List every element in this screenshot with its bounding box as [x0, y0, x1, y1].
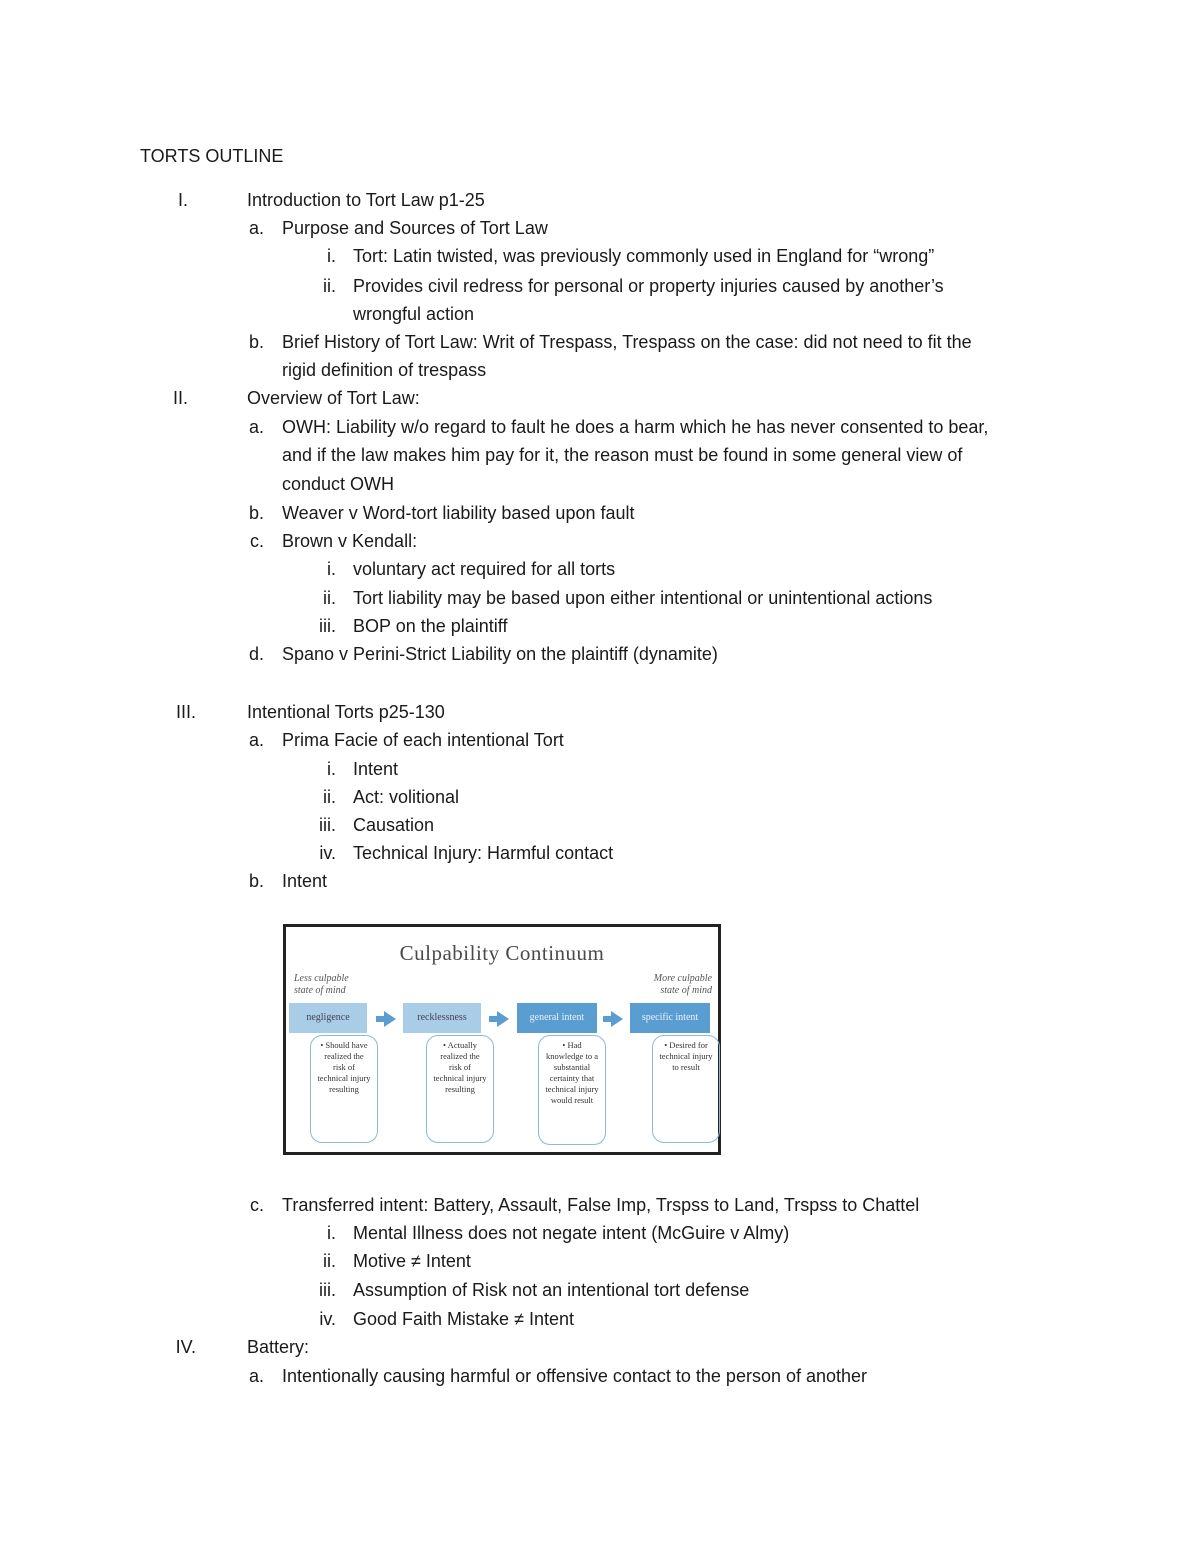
subitem-marker: ii. [323, 276, 336, 296]
subitem-marker: i. [327, 1223, 336, 1243]
more-culpable-label [654, 973, 712, 997]
list-item: Spano v Perini-Strict Liability on the plaintiff (dynamite) [282, 644, 718, 664]
list-subitem: Technical Injury: Harmful contact [353, 843, 614, 863]
list-subitem: Tort liability may be based upon either intentional or unintentional actions [353, 588, 933, 608]
list-item: Purpose and Sources of Tort Law [282, 218, 548, 238]
stage-negligence: negligence [289, 1003, 367, 1033]
section-marker: IV. [175, 1337, 196, 1357]
culpability-continuum-figure [283, 924, 721, 1155]
item-marker: a. [248, 730, 264, 750]
list-item: OWH: Liability w/o regard to fault he does a harm which he has never consented to bear, [282, 417, 989, 437]
list-item: Prima Facie of each intentional Tort [282, 730, 564, 750]
list-subitem: Assumption of Risk not an intentional tort defense [353, 1280, 750, 1300]
subitem-marker: iv. [319, 843, 336, 863]
item-marker: a. [248, 1366, 264, 1386]
list-item: Weaver v Word-tort liability based upon fault [282, 503, 635, 523]
item-marker: a. [248, 417, 264, 437]
item-marker: b. [248, 871, 264, 891]
list-subitem: Provides civil redress for personal or property injuries caused by another’s [353, 276, 944, 296]
item-marker: d. [248, 644, 264, 664]
arrow-right-icon [384, 1011, 396, 1027]
list-subitem: Tort: Latin twisted, was previously commonly used in England for “wrong” [353, 246, 935, 266]
list-item-continued: and if the law makes him pay for it, the reason must be found in some general view of [282, 445, 963, 465]
list-item-continued: rigid definition of trespass [282, 360, 487, 380]
stage-description-negligence: • Should have realized the risk of technical injury resulting [310, 1035, 378, 1143]
subitem-marker: iii. [319, 616, 336, 636]
subitem-marker: i. [327, 759, 336, 779]
section-heading: Overview of Tort Law: [247, 388, 420, 408]
stage-description-general-intent: • Had knowledge to a substantial certainty that technical injury would result [538, 1035, 606, 1145]
list-subitem: Causation [353, 815, 435, 835]
more-culpable-line2: state of mind [660, 985, 712, 996]
list-item: Intent [282, 871, 328, 891]
figure-title: Culpability Continuum [399, 941, 605, 965]
subitem-marker: ii. [323, 1251, 336, 1271]
item-marker: c. [249, 1195, 264, 1215]
section-heading: Introduction to Tort Law p1-25 [247, 190, 485, 210]
list-item-continued: conduct OWH [282, 474, 395, 494]
list-subitem: Motive ≠ Intent [353, 1251, 471, 1271]
less-culpable-label [294, 973, 349, 997]
list-subitem: Mental Illness does not negate intent (McGuire v Almy) [353, 1223, 790, 1243]
list-item: Brown v Kendall: [282, 531, 418, 551]
section-heading: Battery: [247, 1337, 310, 1357]
arrow-right-icon [497, 1011, 509, 1027]
list-item: Brief History of Tort Law: Writ of Trespass, Trespass on the case: did not need to fit the [282, 332, 972, 352]
subitem-marker: ii. [323, 787, 336, 807]
more-culpable-line1: More culpable [653, 973, 712, 984]
subitem-marker: iv. [319, 1309, 336, 1329]
item-marker: c. [249, 531, 264, 551]
stage-general-intent: general intent [517, 1003, 597, 1033]
section-heading: Intentional Torts p25-130 [247, 702, 445, 722]
less-culpable-line2: state of mind [294, 985, 346, 996]
subitem-marker: i. [327, 559, 336, 579]
subitem-marker: ii. [323, 588, 336, 608]
less-culpable-line1: Less culpable [294, 973, 349, 984]
section-marker: II. [172, 388, 188, 408]
list-subitem: Intent [353, 759, 399, 779]
list-subitem: voluntary act required for all torts [353, 559, 616, 579]
subitem-marker: iii. [319, 1280, 336, 1300]
list-subitem-continued: wrongful action [353, 304, 475, 324]
stage-description-recklessness: • Actually realized the risk of technical injury resulting [426, 1035, 494, 1143]
section-marker: I. [177, 190, 188, 210]
stage-recklessness: recklessness [403, 1003, 481, 1033]
item-marker: a. [248, 218, 264, 238]
subitem-marker: iii. [319, 815, 336, 835]
stage-specific-intent: specific intent [630, 1003, 710, 1033]
section-marker: III. [175, 702, 196, 722]
list-subitem: Good Faith Mistake ≠ Intent [353, 1309, 574, 1329]
list-item: Transferred intent: Battery, Assault, False Imp, Trspss to Land, Trspss to Chattel [282, 1195, 920, 1215]
document-title: TORTS OUTLINE [140, 146, 284, 166]
list-subitem: BOP on the plaintiff [353, 616, 508, 636]
item-marker: b. [248, 503, 264, 523]
stage-description-specific-intent: • Desired for technical injury to result [652, 1035, 720, 1143]
item-marker: b. [248, 332, 264, 352]
subitem-marker: i. [327, 246, 336, 266]
arrow-right-icon [611, 1011, 623, 1027]
list-item: Intentionally causing harmful or offensive contact to the person of another [282, 1366, 868, 1386]
list-subitem: Act: volitional [353, 787, 460, 807]
